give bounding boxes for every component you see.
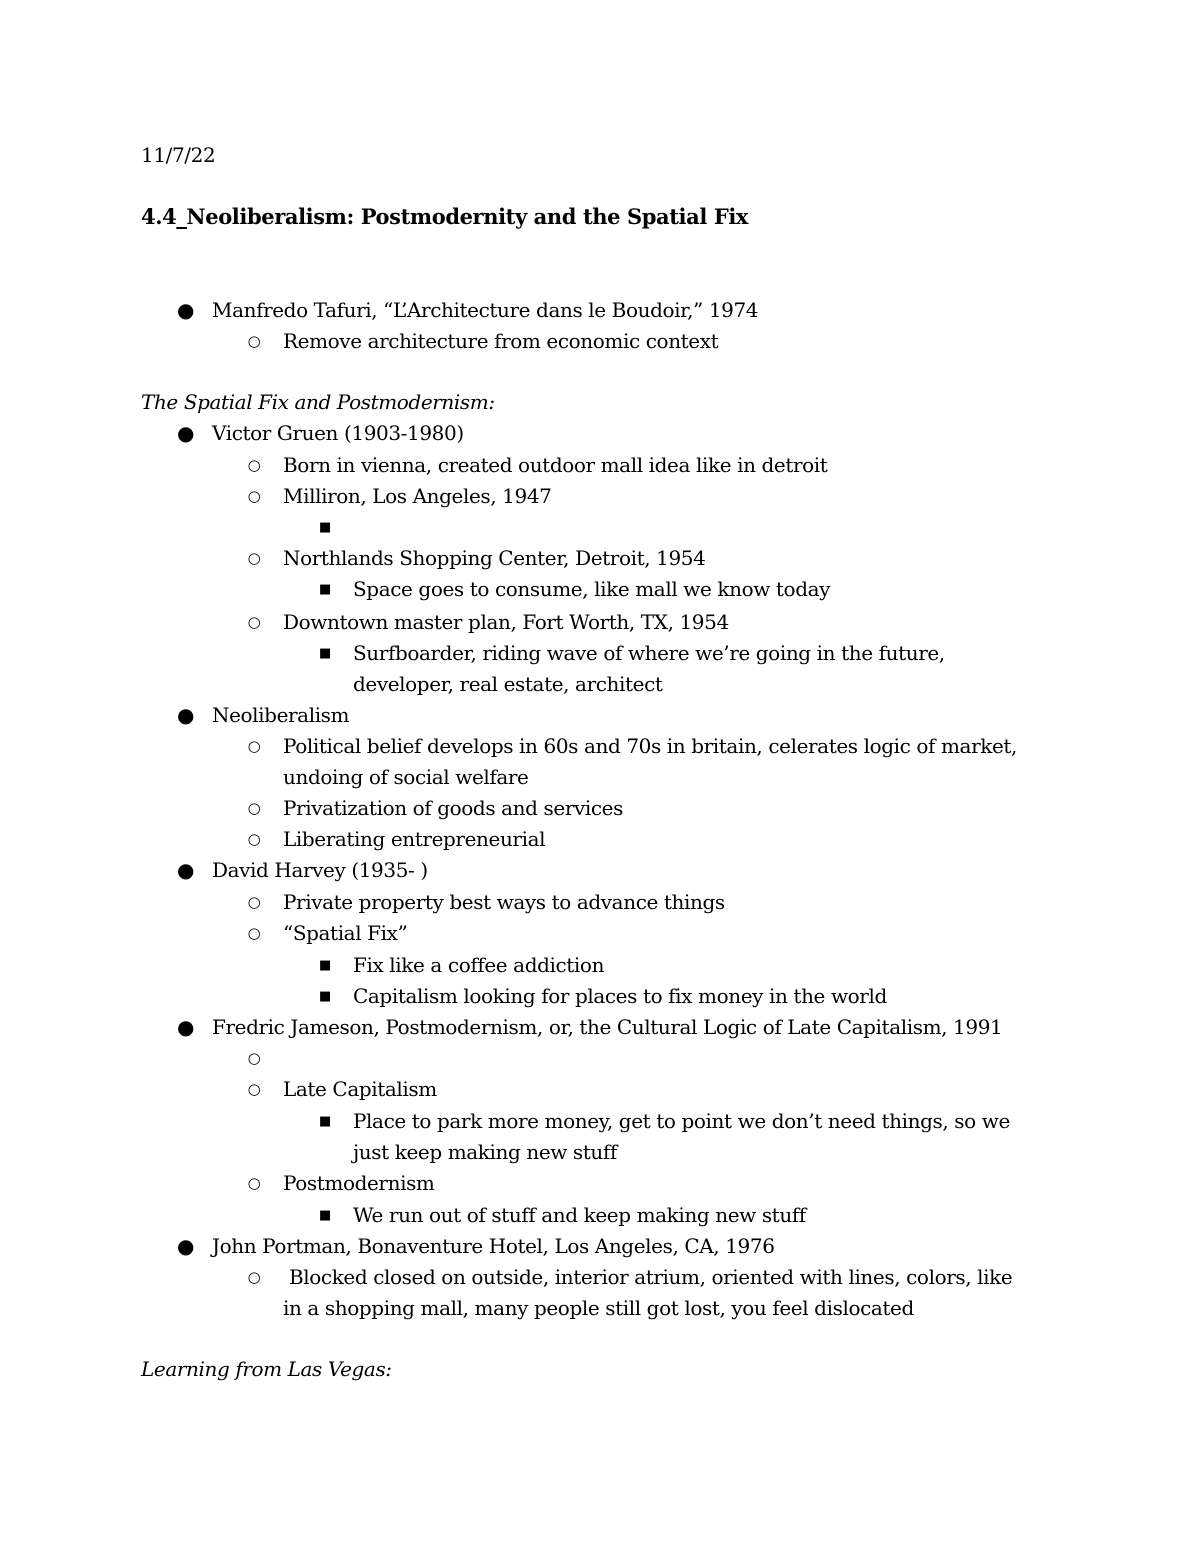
list-item-continuation: just keep making new stuff [353,1140,617,1164]
bullet-square-icon: ■ [319,582,331,597]
bullet-circle-icon: ○ [247,1174,261,1192]
bullet-disc-icon: ● [177,703,195,727]
list-item: ○ Northlands Shopping Center, Detroit, 1954 [0,543,1200,574]
list-item: ■ Capitalism looking for places to fix money in the world [0,981,1200,1012]
list-item: ● Manfredo Tafuri, “L’Architecture dans le Boudoir,” 1974 [0,295,1200,326]
list-item: ○ Private property best ways to advance things [0,887,1200,918]
list-item: ■ Place to park more money, get to point we don’t need things, so we [0,1106,1200,1137]
bullet-circle-icon: ○ [247,549,261,567]
bullet-circle-icon: ○ [247,332,261,350]
bullet-circle-icon: ○ [247,737,261,755]
bullet-square-icon: ■ [319,958,331,973]
list-item: ■ We run out of stuff and keep making new stuff [0,1200,1200,1231]
list-item: ○ Late Capitalism [0,1074,1200,1105]
bullet-circle-icon: ○ [247,456,261,474]
bullet-circle-icon: ○ [247,1049,261,1067]
list-item [0,512,1200,543]
section-heading: Learning from Las Vegas: [141,1357,392,1381]
bullet-square-icon: ■ [319,989,331,1004]
document-title: 4.4_Neoliberalism: Postmodernity and the Spatial Fix [141,204,749,229]
bullet-circle-icon: ○ [247,893,261,911]
list-item: ■ Space goes to consume, like mall we know today [0,574,1200,605]
list-item: ○ Born in vienna, created outdoor mall idea like in detroit [0,450,1200,481]
list-item-continuation: undoing of social welfare [283,765,529,789]
bullet-square-icon: ■ [319,520,331,535]
bullet-circle-icon: ○ [247,1268,261,1286]
list-item: ○ Postmodernism [0,1168,1200,1199]
list-item: ● David Harvey (1935- ) [0,855,1200,886]
document-date: 11/7/22 [141,143,216,167]
bullet-circle-icon: ○ [247,924,261,942]
bullet-circle-icon: ○ [247,799,261,817]
list-item: ○ Privatization of goods and services [0,793,1200,824]
bullet-disc-icon: ● [177,421,195,445]
bullet-disc-icon: ● [177,1015,195,1039]
list-item: ○ “Spatial Fix” [0,918,1200,949]
list-item: ○ Liberating entrepreneurial [0,824,1200,855]
list-item: ○ Blocked closed on outside, interior atrium, oriented with lines, colors, like [0,1262,1200,1293]
bullet-square-icon: ■ [319,1114,331,1129]
list-item: ■ Surfboarder, riding wave of where we’re going in the future, [0,638,1200,669]
bullet-disc-icon: ● [177,858,195,882]
list-item: ● John Portman, Bonaventure Hotel, Los Angeles, CA, 1976 [0,1231,1200,1262]
bullet-circle-icon: ○ [247,487,261,505]
bullet-disc-icon: ● [177,1234,195,1258]
bullet-disc-icon: ● [177,298,195,322]
list-item [0,1043,1200,1074]
list-item: ○ Downtown master plan, Fort Worth, TX, 1954 [0,607,1200,638]
list-item-continuation: developer, real estate, architect [353,672,663,696]
list-item: ○ Milliron, Los Angeles, 1947 [0,481,1200,512]
list-item: ● Victor Gruen (1903-1980) [0,418,1200,449]
list-item-continuation: in a shopping mall, many people still got lost, you feel dislocated [283,1296,914,1320]
bullet-circle-icon: ○ [247,1080,261,1098]
bullet-circle-icon: ○ [247,613,261,631]
bullet-square-icon: ■ [319,646,331,661]
list-item: ■ Fix like a coffee addiction [0,950,1200,981]
list-item: ● Fredric Jameson, Postmodernism, or, the Cultural Logic of Late Capitalism, 1991 [0,1012,1200,1043]
section-heading: The Spatial Fix and Postmodernism: [141,390,495,414]
bullet-square-icon: ■ [319,1208,331,1223]
bullet-circle-icon: ○ [247,830,261,848]
list-item: ● Neoliberalism [0,700,1200,731]
list-item: ○ Political belief develops in 60s and 70s in britain, celerates logic of market, [0,731,1200,762]
list-item: ○ Remove architecture from economic context [0,326,1200,357]
